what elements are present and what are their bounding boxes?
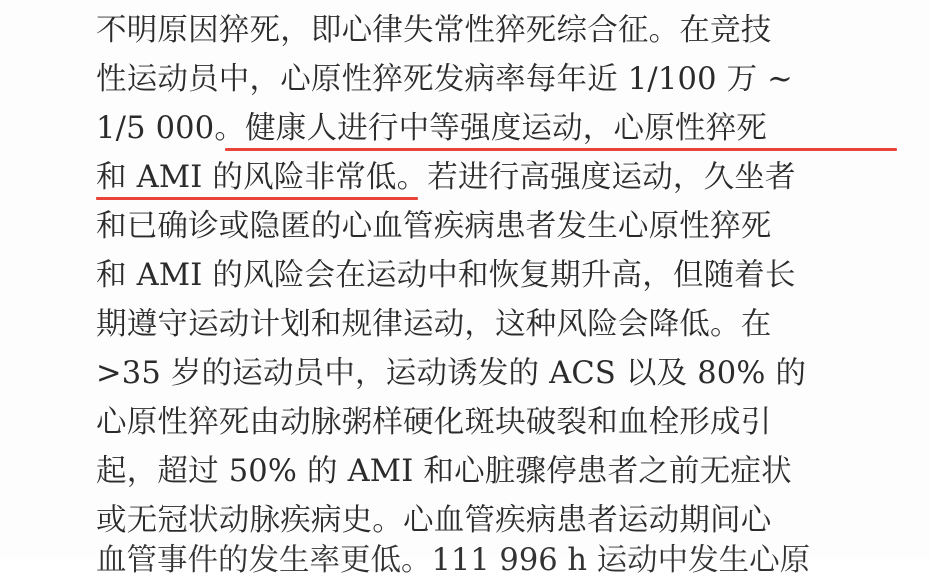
text-line: 或无冠状动脉疾病史。心血管疾病患者运动期间心 <box>96 503 772 538</box>
text-line: 1/5 000。健康人进行中等强度运动，心原性猝死 <box>96 111 767 146</box>
text-line: 和 AMI 的风险会在运动中和恢复期升高，但随着长 <box>96 258 796 293</box>
text-line: 性运动员中，心原性猝死发病率每年近 1/100 万 ~ <box>96 62 793 97</box>
paragraph-body <box>96 6 896 545</box>
text-line: 心原性猝死由动脉粥样硬化斑块破裂和血栓形成引 <box>96 405 772 440</box>
text-line-partial: 血管事件的发生率更低。111 996 h 运动中发生心原 <box>96 543 811 578</box>
red-underline-segment-2 <box>96 197 418 200</box>
red-underline-segment-1 <box>225 148 897 151</box>
text-line: 起，超过 50% 的 AMI 和心脏骤停患者之前无症状 <box>96 454 792 489</box>
text-line: 和已确诊或隐匿的心血管疾病患者发生心原性猝死 <box>96 209 772 244</box>
text-line: >35 岁的运动员中，运动诱发的 ACS 以及 80% 的 <box>96 356 807 391</box>
text-line: 不明原因猝死，即心律失常性猝死综合征。在竞技 <box>96 13 772 48</box>
text-line: 期遵守运动计划和规律运动，这种风险会降低。在 <box>96 307 772 342</box>
text-line: 和 AMI 的风险非常低。若进行高强度运动，久坐者 <box>96 160 796 195</box>
